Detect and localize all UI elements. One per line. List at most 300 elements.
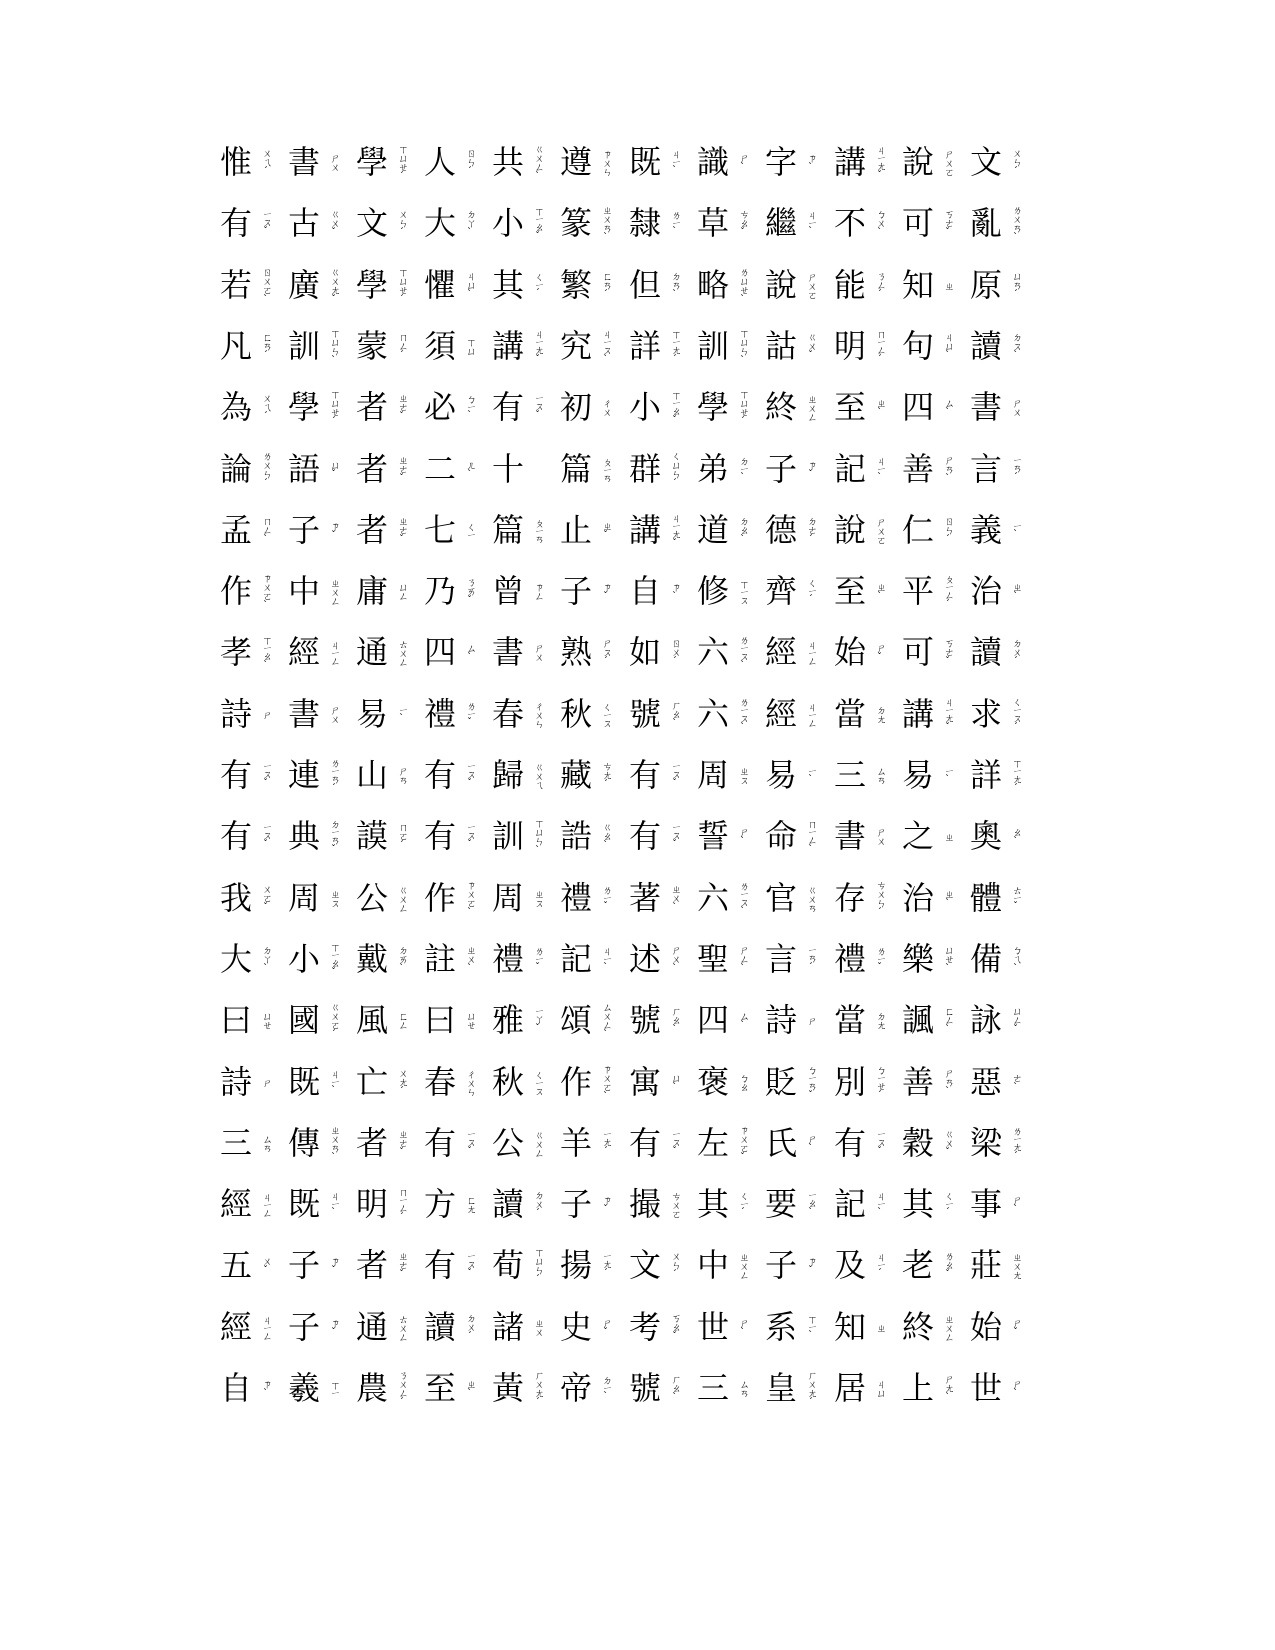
zhuyin-annotation: ㄋㄞˇ (464, 577, 475, 605)
hanzi-character: 上 (901, 1369, 934, 1407)
hanzi-character: 十 (491, 450, 524, 488)
character-with-zhuyin (832, 995, 900, 1045)
hanzi-character: 熟 (559, 633, 592, 671)
zhuyin-annotation: ㄍㄨㄤˇ (328, 266, 339, 304)
verse-phrase (627, 505, 831, 555)
character-with-zhuyin (218, 689, 286, 739)
character-with-zhuyin (627, 934, 695, 984)
hanzi-character: 四 (423, 633, 456, 671)
character-with-zhuyin (900, 995, 968, 1045)
hanzi-character: 群 (628, 450, 661, 488)
zhuyin-annotation: ㄇㄧㄥˊ (396, 1186, 407, 1222)
hanzi-character: 訓 (491, 817, 524, 855)
hanzi-character: 系 (764, 1308, 797, 1346)
hanzi-character: 書 (287, 143, 320, 181)
character-with-zhuyin (968, 1302, 1036, 1352)
hanzi-character: 易 (764, 756, 797, 794)
hanzi-character: 但 (628, 266, 661, 304)
verse-phrase (832, 689, 1036, 739)
zhuyin-annotation: ㄓㄨㄢˋ (328, 1124, 339, 1162)
hanzi-character: 隸 (628, 204, 661, 242)
character-with-zhuyin (422, 750, 490, 800)
character-with-zhuyin (900, 1118, 968, 1168)
zhuyin-annotation: ㄏㄠˋ (669, 700, 680, 728)
hanzi-character: 究 (559, 327, 592, 365)
hanzi-character: 史 (559, 1308, 592, 1346)
character-with-zhuyin (900, 1057, 968, 1107)
character-with-zhuyin (900, 198, 968, 248)
character-with-zhuyin (490, 873, 558, 923)
zhuyin-annotation: ㄐㄧㄥ (260, 1314, 271, 1340)
hanzi-character: 莊 (969, 1246, 1002, 1284)
zhuyin-annotation: ㄕㄢˋ (942, 455, 953, 483)
verse-phrase (422, 1363, 626, 1413)
character-with-zhuyin (900, 505, 968, 555)
character-with-zhuyin (695, 444, 763, 494)
character-with-zhuyin (354, 689, 422, 739)
zhuyin-annotation: ㄉㄧˋ (737, 456, 748, 482)
hanzi-character: 訓 (696, 327, 729, 365)
character-with-zhuyin (695, 995, 763, 1045)
character-with-zhuyin (286, 566, 354, 616)
character-with-zhuyin (695, 1118, 763, 1168)
zhuyin-annotation: ㄔㄨㄣ (532, 700, 543, 728)
zhuyin-annotation: ㄧㄡˇ (464, 1130, 475, 1156)
zhuyin-annotation: ㄕㄢ (396, 766, 407, 784)
hanzi-character: 三 (833, 756, 866, 794)
character-with-zhuyin (832, 750, 900, 800)
zhuyin-annotation: ㄕㄢˋ (942, 1068, 953, 1096)
hanzi-character: 繼 (764, 204, 797, 242)
hanzi-character: 存 (833, 879, 866, 917)
zhuyin-annotation: ㄈㄥˋ (942, 1006, 953, 1034)
character-with-zhuyin (627, 811, 695, 861)
zhuyin-annotation: ㄕㄨˋ (669, 945, 680, 973)
character-with-zhuyin (900, 137, 968, 187)
hanzi-character: 命 (764, 817, 797, 855)
character-with-zhuyin (558, 750, 626, 800)
hanzi-character: 春 (423, 1063, 456, 1101)
zhuyin-annotation: ㄌㄨㄣˊ (260, 450, 271, 488)
zhuyin-annotation: ㄕˇ (1010, 1317, 1021, 1337)
zhuyin-annotation: ㄒㄧㄤˊ (1010, 757, 1021, 793)
zhuyin-annotation: ㄕㄨ (874, 827, 885, 845)
zhuyin-annotation: ㄘㄨㄣˊ (874, 879, 885, 917)
hanzi-character: 善 (901, 450, 934, 488)
hanzi-character: 為 (219, 388, 252, 426)
hanzi-character: 記 (833, 450, 866, 488)
hanzi-character: 有 (491, 388, 524, 426)
character-with-zhuyin (968, 1179, 1036, 1229)
character-with-zhuyin (900, 750, 968, 800)
hanzi-character: 說 (833, 511, 866, 549)
hanzi-character: 止 (559, 511, 592, 549)
zhuyin-annotation: ㄒㄧㄡ (737, 578, 748, 604)
character-with-zhuyin (422, 934, 490, 984)
zhuyin-annotation: ㄅㄟˋ (1010, 945, 1021, 973)
hanzi-character: 可 (901, 633, 934, 671)
zhuyin-annotation: ㄑㄧㄡˊ (1010, 696, 1021, 732)
character-with-zhuyin (286, 873, 354, 923)
hanzi-character: 有 (219, 204, 252, 242)
character-with-zhuyin (832, 382, 900, 432)
zhuyin-annotation: ㄧˋ (396, 705, 407, 723)
hanzi-character: 論 (219, 450, 252, 488)
hanzi-character: 知 (901, 266, 934, 304)
hanzi-character: 我 (219, 879, 252, 917)
hanzi-character: 黃 (491, 1369, 524, 1407)
zhuyin-annotation: ㄖㄣˊ (942, 516, 953, 544)
hanzi-character: 講 (628, 511, 661, 549)
zhuyin-annotation: ㄒㄩㄝˊ (737, 388, 748, 426)
zhuyin-annotation: ㄓㄡ (328, 889, 339, 907)
hanzi-character: 須 (423, 327, 456, 365)
hanzi-character: 世 (696, 1308, 729, 1346)
verse-phrase (218, 444, 422, 494)
character-with-zhuyin (490, 1179, 558, 1229)
hanzi-character: 詁 (764, 327, 797, 365)
zhuyin-annotation: ㄕㄨㄛ (805, 271, 816, 299)
hanzi-character: 至 (833, 388, 866, 426)
verse-phrase (218, 137, 422, 187)
zhuyin-annotation: ㄧㄤˊ (600, 1252, 611, 1278)
character-with-zhuyin (968, 382, 1036, 432)
zhuyin-annotation: ㄗˇ (328, 1255, 339, 1275)
zhuyin-annotation: ㄗㄨㄛˋ (600, 1063, 611, 1101)
hanzi-character: 三 (696, 1369, 729, 1407)
character-with-zhuyin (218, 1302, 286, 1352)
zhuyin-annotation: ㄍㄨㄥˋ (532, 143, 543, 181)
zhuyin-annotation: ㄒㄧㄠˇ (669, 389, 680, 425)
hanzi-character: 曾 (491, 572, 524, 610)
zhuyin-annotation: ㄌㄧˋ (669, 210, 680, 236)
character-with-zhuyin (490, 750, 558, 800)
zhuyin-annotation: ㄅㄧˋ (464, 394, 475, 420)
hanzi-character: 春 (491, 695, 524, 733)
zhuyin-annotation: ㄓㄨㄥ (328, 577, 339, 605)
hanzi-character: 六 (696, 633, 729, 671)
zhuyin-annotation: ㄧㄡˇ (464, 1252, 475, 1278)
hanzi-character: 子 (764, 1246, 797, 1284)
zhuyin-annotation: ㄕㄨ (532, 643, 543, 661)
hanzi-character: 篇 (491, 511, 524, 549)
character-with-zhuyin (490, 198, 558, 248)
zhuyin-annotation: ㄧㄡˇ (260, 762, 271, 788)
verse-phrase (218, 873, 422, 923)
zhuyin-annotation: ㄒㄩ (464, 337, 475, 355)
zhuyin-annotation: ㄗˇ (600, 1194, 611, 1214)
hanzi-character: 小 (628, 388, 661, 426)
hanzi-character: 詩 (219, 1063, 252, 1101)
zhuyin-annotation: ㄗˇ (600, 581, 611, 601)
zhuyin-annotation: ㄨㄟˊ (260, 148, 271, 176)
character-with-zhuyin (968, 321, 1036, 371)
character-with-zhuyin (286, 260, 354, 310)
character-with-zhuyin (286, 382, 354, 432)
hanzi-character: 六 (696, 695, 729, 733)
hanzi-character: 其 (696, 1185, 729, 1223)
hanzi-character: 穀 (901, 1124, 934, 1162)
character-with-zhuyin (422, 1118, 490, 1168)
hanzi-character: 孝 (219, 633, 252, 671)
verse-phrase (218, 1118, 422, 1168)
zhuyin-annotation: ㄧㄡˇ (464, 823, 475, 849)
character-with-zhuyin (900, 566, 968, 616)
character-with-zhuyin (286, 1363, 354, 1413)
character-with-zhuyin (695, 1363, 763, 1413)
hanzi-character: 作 (423, 879, 456, 917)
hanzi-character: 國 (287, 1001, 320, 1039)
hanzi-character: 要 (764, 1185, 797, 1223)
zhuyin-annotation: ㄒㄩㄣˊ (532, 1246, 543, 1284)
zhuyin-annotation: ㄐㄧˋ (874, 456, 885, 482)
hanzi-character: 繁 (559, 266, 592, 304)
hanzi-character: 講 (491, 327, 524, 365)
zhuyin-annotation: ㄖㄣˊ (464, 148, 475, 176)
verse-phrase (422, 198, 626, 248)
character-with-zhuyin (218, 627, 286, 677)
zhuyin-annotation: ㄔㄨㄣ (464, 1068, 475, 1096)
character-with-zhuyin (900, 1302, 968, 1352)
hanzi-character: 學 (696, 388, 729, 426)
zhuyin-annotation: ㄗˇ (328, 1317, 339, 1337)
zhuyin-annotation: ㄙˋ (464, 642, 475, 662)
hanzi-character: 有 (423, 756, 456, 794)
character-with-zhuyin (422, 198, 490, 248)
character-with-zhuyin (695, 750, 763, 800)
character-with-zhuyin (832, 260, 900, 310)
verse-phrase (218, 1057, 422, 1107)
verse-phrase (627, 1179, 831, 1229)
zhuyin-annotation: ㄒㄩㄝˊ (328, 388, 339, 426)
character-with-zhuyin (354, 566, 422, 616)
character-with-zhuyin (354, 811, 422, 861)
zhuyin-annotation: ㄅㄨˋ (874, 209, 885, 237)
zhuyin-annotation: ㄑㄧㄡ (600, 701, 611, 727)
hanzi-character: 善 (901, 1063, 934, 1101)
character-with-zhuyin (900, 934, 968, 984)
hanzi-character: 氏 (764, 1124, 797, 1162)
hanzi-character: 當 (833, 695, 866, 733)
character-with-zhuyin (354, 1057, 422, 1107)
hanzi-character: 始 (833, 633, 866, 671)
character-with-zhuyin (695, 1240, 763, 1290)
zhuyin-annotation: ㄗㄨㄣ (600, 148, 611, 176)
hanzi-character: 諷 (901, 1001, 934, 1039)
zhuyin-annotation: ㄊㄨㄥ (396, 1313, 407, 1341)
hanzi-character: 通 (355, 633, 388, 671)
zhuyin-annotation: ㄒㄩㄣˋ (737, 327, 748, 365)
character-with-zhuyin (832, 873, 900, 923)
zhuyin-annotation: ㄨㄤˊ (396, 1068, 407, 1096)
zhuyin-annotation: ㄩㄝ (260, 1011, 271, 1029)
hanzi-character: 梁 (969, 1124, 1002, 1162)
zhuyin-annotation: ㄩㄝˋ (942, 945, 953, 973)
character-with-zhuyin (627, 750, 695, 800)
character-with-zhuyin (627, 444, 695, 494)
zhuyin-annotation: ㄗㄨㄛˇ (737, 1124, 748, 1162)
hanzi-character: 自 (628, 572, 661, 610)
zhuyin-annotation: ㄐㄧㄡˋ (600, 328, 611, 364)
hanzi-character: 遵 (559, 143, 592, 181)
hanzi-character: 既 (287, 1063, 320, 1101)
hanzi-character: 有 (219, 756, 252, 794)
verse-phrase (627, 566, 831, 616)
zhuyin-annotation: ㄋㄥˊ (874, 271, 885, 299)
character-with-zhuyin (695, 137, 763, 187)
zhuyin-annotation: ㄓˋ (1010, 581, 1021, 601)
zhuyin-annotation: ㄐㄧㄤˇ (532, 328, 543, 364)
hanzi-character: 三 (219, 1124, 252, 1162)
character-with-zhuyin (900, 689, 968, 739)
verse-phrase (422, 505, 626, 555)
zhuyin-annotation: ㄈㄢˊ (260, 332, 271, 360)
character-with-zhuyin (968, 750, 1036, 800)
zhuyin-annotation: ㄕㄨ (1010, 398, 1021, 416)
character-with-zhuyin (558, 873, 626, 923)
character-with-zhuyin (422, 260, 490, 310)
verse-phrase (218, 811, 422, 861)
character-with-zhuyin (286, 934, 354, 984)
verse-phrase (422, 137, 626, 187)
zhuyin-annotation: ㄧㄡˇ (669, 823, 680, 849)
zhuyin-annotation: ㄧㄡˇ (669, 762, 680, 788)
hanzi-character: 既 (287, 1185, 320, 1223)
hanzi-character: 有 (423, 1246, 456, 1284)
zhuyin-annotation: ㄊㄨㄥ (396, 638, 407, 666)
character-with-zhuyin (558, 505, 626, 555)
zhuyin-annotation: ㄌㄧㄡˋ (737, 634, 748, 670)
character-with-zhuyin (558, 689, 626, 739)
character-with-zhuyin (832, 934, 900, 984)
hanzi-character: 典 (287, 817, 320, 855)
zhuyin-annotation: ㄕˋ (737, 1317, 748, 1337)
zhuyin-annotation: ㄅㄠ (737, 1073, 748, 1091)
character-with-zhuyin (968, 811, 1036, 861)
hanzi-character: 七 (423, 511, 456, 549)
character-with-zhuyin (627, 1302, 695, 1352)
hanzi-character: 義 (969, 511, 1002, 549)
zhuyin-annotation: ㄍㄨㄥ (396, 884, 407, 912)
zhuyin-annotation: ㄒㄧㄠˇ (328, 941, 339, 977)
hanzi-character: 道 (696, 511, 729, 549)
hanzi-character: 初 (559, 388, 592, 426)
character-with-zhuyin (627, 1240, 695, 1290)
character-with-zhuyin (558, 321, 626, 371)
hanzi-character: 至 (833, 572, 866, 610)
character-with-zhuyin (286, 1179, 354, 1229)
zhuyin-annotation: ㄐㄧㄤˇ (874, 144, 885, 180)
character-with-zhuyin (558, 1057, 626, 1107)
hanzi-character: 凡 (219, 327, 252, 365)
zhuyin-annotation: ㄒㄩㄝˊ (396, 143, 407, 181)
hanzi-character: 當 (833, 1001, 866, 1039)
verse-phrase (832, 1302, 1036, 1352)
hanzi-character: 公 (355, 879, 388, 917)
character-with-zhuyin (968, 1118, 1036, 1168)
hanzi-character: 讀 (423, 1308, 456, 1346)
character-with-zhuyin (286, 995, 354, 1045)
hanzi-character: 易 (355, 695, 388, 733)
hanzi-character: 至 (423, 1369, 456, 1407)
hanzi-character: 讀 (491, 1185, 524, 1223)
character-with-zhuyin (422, 321, 490, 371)
zhuyin-annotation: ㄎㄠˇ (669, 1313, 680, 1341)
character-with-zhuyin (627, 1179, 695, 1229)
hanzi-character: 原 (969, 266, 1002, 304)
character-with-zhuyin (832, 1057, 900, 1107)
hanzi-character: 秋 (491, 1063, 524, 1101)
zhuyin-annotation: ㄙㄨㄥˋ (600, 1001, 611, 1039)
zhuyin-annotation: ㄜˋ (1010, 1072, 1021, 1092)
hanzi-character: 備 (969, 940, 1002, 978)
hanzi-character: 學 (355, 266, 388, 304)
zhuyin-annotation: ㄨㄟˊ (260, 393, 271, 421)
hanzi-character: 治 (969, 572, 1002, 610)
hanzi-character: 平 (901, 572, 934, 610)
hanzi-character: 經 (219, 1185, 252, 1223)
character-with-zhuyin (490, 444, 558, 494)
hanzi-character: 能 (833, 266, 866, 304)
character-with-zhuyin (627, 873, 695, 923)
verse-phrase (627, 321, 831, 371)
character-with-zhuyin (422, 382, 490, 432)
hanzi-character: 詠 (969, 1001, 1002, 1039)
verse-phrase (218, 1240, 422, 1290)
character-with-zhuyin (286, 198, 354, 248)
character-with-zhuyin (354, 1240, 422, 1290)
verse-phrase (422, 382, 626, 432)
hanzi-character: 有 (423, 817, 456, 855)
zhuyin-annotation: ㄧˋ (942, 766, 953, 784)
zhuyin-annotation: ㄨㄣˊ (396, 209, 407, 237)
zhuyin-annotation: ㄓㄜˇ (396, 516, 407, 544)
character-with-zhuyin (354, 1363, 422, 1413)
character-with-zhuyin (763, 1118, 831, 1168)
verse-phrase (422, 1240, 626, 1290)
hanzi-character: 始 (969, 1308, 1002, 1346)
character-with-zhuyin (558, 1240, 626, 1290)
character-with-zhuyin (218, 505, 286, 555)
verse-phrase (627, 995, 831, 1045)
character-with-zhuyin (490, 382, 558, 432)
character-with-zhuyin (490, 321, 558, 371)
character-with-zhuyin (832, 505, 900, 555)
verse-phrase (218, 1302, 422, 1352)
zhuyin-annotation: ㄙˋ (737, 1010, 748, 1030)
zhuyin-annotation: ㄙˋ (942, 397, 953, 417)
hanzi-character: 歸 (491, 756, 524, 794)
hanzi-character: 齊 (764, 572, 797, 610)
zhuyin-annotation: ㄉㄞˋ (396, 945, 407, 973)
character-with-zhuyin (832, 137, 900, 187)
hanzi-character: 子 (764, 450, 797, 488)
character-with-zhuyin (900, 321, 968, 371)
zhuyin-annotation: ㄕㄨㄛ (874, 516, 885, 544)
hanzi-character: 草 (696, 204, 729, 242)
hanzi-character: 羊 (559, 1124, 592, 1162)
hanzi-character: 作 (219, 572, 252, 610)
verse-phrase (627, 627, 831, 677)
zhuyin-annotation: ㄍㄨㄢ (805, 884, 816, 912)
verse-phrase (627, 1363, 831, 1413)
verse-phrase (218, 505, 422, 555)
hanzi-character: 惡 (969, 1063, 1002, 1101)
zhuyin-annotation: ㄓˋ (464, 1378, 475, 1398)
verse-phrase (627, 873, 831, 923)
zhuyin-annotation: ㄒㄧˋ (805, 1314, 816, 1340)
character-with-zhuyin (354, 1118, 422, 1168)
